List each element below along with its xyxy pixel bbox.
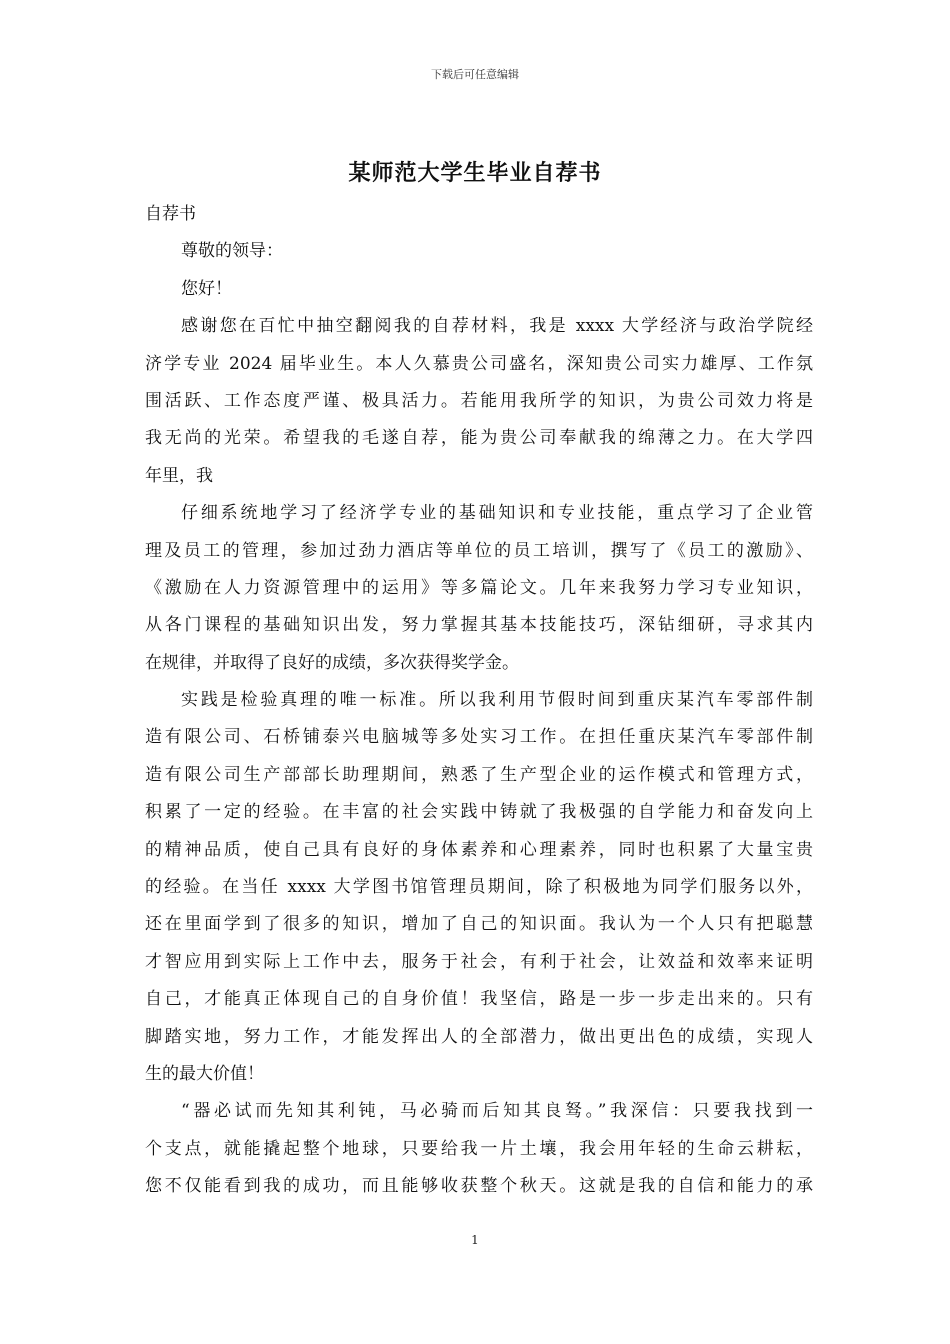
- text-line: 《激励在人力资源管理中的运用》等多篇论文。几年来我努力学习专业知识，: [145, 577, 813, 598]
- text-line: 造有限公司、石桥铺泰兴电脑城等多处实习工作。在担任重庆某汽车零部件制: [145, 727, 813, 748]
- text-line: 脚踏实地，努力工作，才能发挥出人的全部潜力，做出更出色的成绩，实现人: [145, 1026, 813, 1047]
- document-body: [145, 196, 813, 1206]
- page-number: 1: [471, 1233, 479, 1247]
- text-line: 仔细系统地学习了经济学专业的基础知识和专业技能，重点学习了企业管: [181, 503, 813, 524]
- text-line: 造有限公司生产部部长助理期间，熟悉了生产型企业的运作模式和管理方式，: [145, 764, 813, 785]
- document-title: 某师范大学生毕业自荐书: [348, 160, 602, 186]
- text-line: 您好！: [181, 278, 232, 299]
- text-line: 实践是检验真理的唯一标准。所以我利用节假时间到重庆某汽车零部件制: [181, 690, 813, 711]
- text-line: 的经验。在当任 xxxx 大学图书馆管理员期间，除了积极地为同学们服务以外，: [145, 877, 813, 898]
- text-line: 从各门课程的基础知识出发，努力掌握其基本技能技巧，深钻细研，寻求其内: [145, 615, 813, 636]
- text-line: 还在里面学到了很多的知识，增加了自己的知识面。我认为一个人只有把聪慧: [145, 914, 813, 935]
- text-line: “器必试而先知其利钝，马必骑而后知其良驽。”我深信：只要我找到一: [181, 1101, 813, 1122]
- text-line: 的精神品质，使自己具有良好的身体素养和心理素养，同时也积累了大量宝贵: [145, 839, 813, 860]
- text-line: 年里，我: [145, 465, 213, 486]
- text-line: 自己，才能真正体现自己的自身价值！我坚信，路是一步一步走出来的。只有: [145, 989, 813, 1010]
- text-line: 济学专业 2024 届毕业生。本人久慕贵公司盛名，深知贵公司实力雄厚、工作氛: [145, 353, 813, 374]
- text-line: 才智应用到实际上工作中去，服务于社会，有利于社会，让效益和效率来证明: [145, 951, 813, 972]
- text-line: 我无尚的光荣。希望我的毛遂自荐，能为贵公司奉献我的绵薄之力。在大学四: [145, 428, 813, 449]
- page-header-note: 下载后可任意编辑: [431, 68, 519, 81]
- text-line: 您不仅能看到我的成功，而且能够收获整个秋天。这就是我的自信和能力的承: [145, 1176, 813, 1197]
- text-line: 尊敬的领导：: [181, 241, 283, 262]
- text-line: 感谢您在百忙中抽空翻阅我的自荐材料，我是 xxxx 大学经济与政治学院经: [181, 316, 813, 337]
- text-line: 个支点，就能撬起整个地球，只要给我一片土壤，我会用年轻的生命云耕耘，: [145, 1138, 813, 1159]
- text-line: 围活跃、工作态度严谨、极具活力。若能用我所学的知识，为贵公司效力将是: [145, 390, 813, 411]
- text-line: 理及员工的管理，参加过劲力酒店等单位的员工培训，撰写了《员工的激励》、: [145, 540, 813, 561]
- text-line: 积累了一定的经验。在丰富的社会实践中铸就了我极强的自学能力和奋发向上: [145, 802, 813, 823]
- text-line: 自荐书: [145, 204, 196, 224]
- text-line: 生的最大价值！: [145, 1063, 264, 1084]
- text-line: 在规律，并取得了良好的成绩，多次获得奖学金。: [145, 652, 519, 673]
